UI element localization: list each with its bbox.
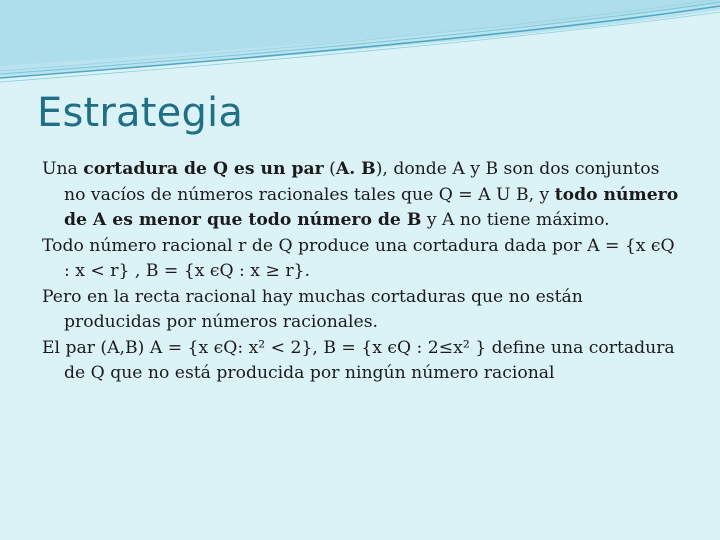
bold-run: cortadura de Q es un par [83, 159, 324, 179]
decorative-wave-header [0, 0, 720, 90]
text-run: Una [42, 159, 84, 179]
bold-run: todo número de A es menor que todo número de B [64, 184, 679, 230]
slide-body [42, 157, 682, 387]
text-run: ), donde A y B son dos conjuntos no vacíos de números racionales tales que Q = A U B, y [64, 159, 660, 205]
text-run: ( [323, 159, 336, 179]
paragraph-non-rational-cuts: Pero en la recta racional hay muchas cortaduras que no están producidas por números racionales. [42, 286, 583, 332]
bold-run: A. B [335, 159, 376, 179]
text-run: y A no tiene máximo. [421, 210, 610, 230]
paragraph-rational-cut: Todo número racional r de Q produce una cortadura dada por A = {x ϵQ : x < r} , B = {x ϵQ : x ≥ r}. [42, 235, 675, 281]
slide-title: Estrategia [37, 90, 244, 136]
paragraph-definition [42, 157, 682, 234]
paragraph-example: El par (A,B) A = {x ϵQ: x² < 2}, B = {x ϵQ : 2≤x² } define una cortadura de Q que no está producida por ningún número racional [42, 337, 675, 383]
